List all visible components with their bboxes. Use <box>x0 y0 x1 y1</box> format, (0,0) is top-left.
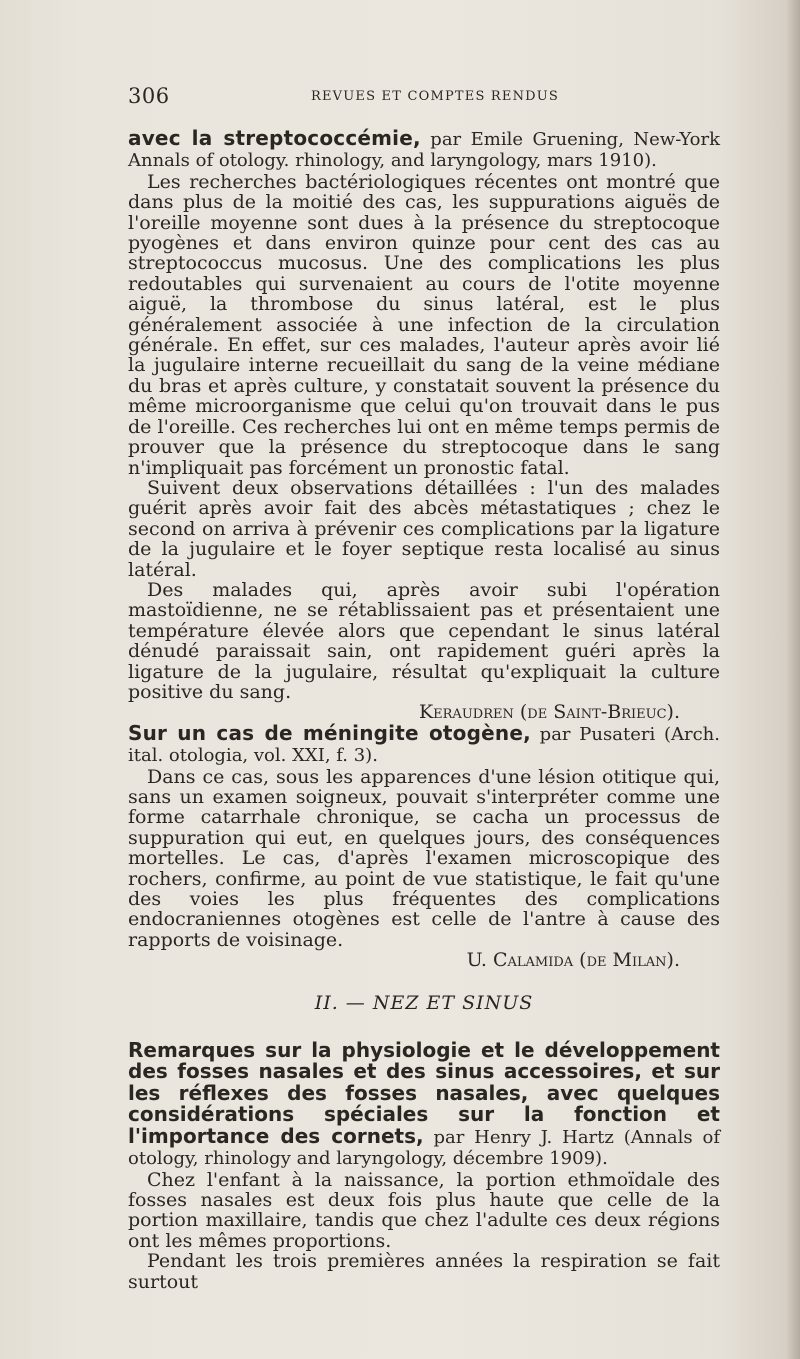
article-title-line <box>128 720 720 767</box>
author-signature: U. Calamida (de Milan). <box>466 949 680 972</box>
article-title: Remarques sur la physiologie et le développement des fosses nasales et des sinus accessoires, et sur les réflexes des fosses nasales, avec quelques considérations spéciales sur la fonction et l'importance des cornets, <box>128 1038 720 1148</box>
article-physiologie <box>128 1040 720 1292</box>
paragraph: Les recherches bactériologiques récentes ont montré que dans plus de la moitié des cas, les suppurations aiguës de l'oreille moyenne sont dues à la présence du streptocoque pyogènes et dans environ quinze pour cent des cas au streptococcus mucosus. Une des complications les plus redoutables qui survenaient au cours de l'otite moyenne aiguë, la thrombose du sinus latéral, est le plus généralement associée à une infection de la circulation générale. En effet, sur ces malades, l'auteur après avoir lié la jugulaire interne recueillait du sang de la veine médiane du bras et après culture, y constatait souvent la présence du même microorganisme que celui qu'on trouvait dans le pus de l'oreille. Ces recherches lui ont en même temps permis de prouver que la présence du streptocoque dans le sang n'impliquait pas forcément un pronostic fatal. <box>128 170 720 479</box>
article-title: avec la streptococcémie, <box>128 126 421 150</box>
article-citation: par Emile Gruening, New-York Annals of otology. rhinology, and laryngology, mars 1910). <box>128 129 720 172</box>
running-head: REVUES ET COMPTES RENDUS <box>311 89 560 104</box>
page-content <box>128 128 720 1292</box>
page-header <box>128 84 718 110</box>
paragraph: Suivent deux observations détaillées : l'un des malades guérit après avoir fait des abcès métastatiques ; chez le second on arriva à prévenir ces complications par la ligature de la jugulaire et le foyer septique resta localisé au sinus latéral. <box>128 476 720 581</box>
paragraph: Des malades qui, après avoir subi l'opération mastoïdienne, ne se rétablissaient pas et présentaient une température élevée alors que cependant le sinus latéral dénudé paraissait sain, ont rapidement guéri après la ligature de la jugulaire, résultat qu'expliquait la culture positive du sang. <box>128 578 720 703</box>
author-signature: Keraudren (de Saint-Brieuc). <box>418 701 680 724</box>
section-heading: II. — NEZ ET SINUS <box>314 991 534 1014</box>
page-number: 306 <box>128 84 170 108</box>
article-citation: par Henry J. Hartz (Annals of otology, rhinology and laryngology, décembre 1909). <box>128 1126 720 1170</box>
article-title: Sur un cas de méningite otogène, <box>128 720 531 745</box>
paragraph: Pendant les trois premières années la respiration se fait surtout <box>128 1250 720 1293</box>
paragraph: Dans ce cas, sous les apparences d'une lésion otitique qui, sans un examen soigneux, pouvait s'interpréter comme une forme catarrhale chronique, se cacha un processus de suppuration qui eut, en quelques jours, des conséquences mortelles. Le cas, d'après l'examen microscopique des rochers, confirme, au point de vue statistique, le fait qu'une des voies les plus fréquentes des complications endocraniennes otogènes est celle de l'antre à cause des rapports de voisinage. <box>128 765 720 951</box>
article-title-line <box>128 128 720 172</box>
article-streptococcemie <box>128 128 720 723</box>
paragraph: Chez l'enfant à la naissance, la portion ethmoïdale des fosses nasales est deux fois plus haute que celle de la portion maxillaire, tandis que chez l'adulte ces deux régions ont les mêmes proportions. <box>128 1168 720 1252</box>
article-title-line <box>128 1040 720 1169</box>
page-edge-shadow <box>786 0 800 1359</box>
article-meningite <box>128 720 720 972</box>
article-citation: par Pusateri (Arch. ital. otologia, vol. XXI, f. 3). <box>128 723 720 767</box>
